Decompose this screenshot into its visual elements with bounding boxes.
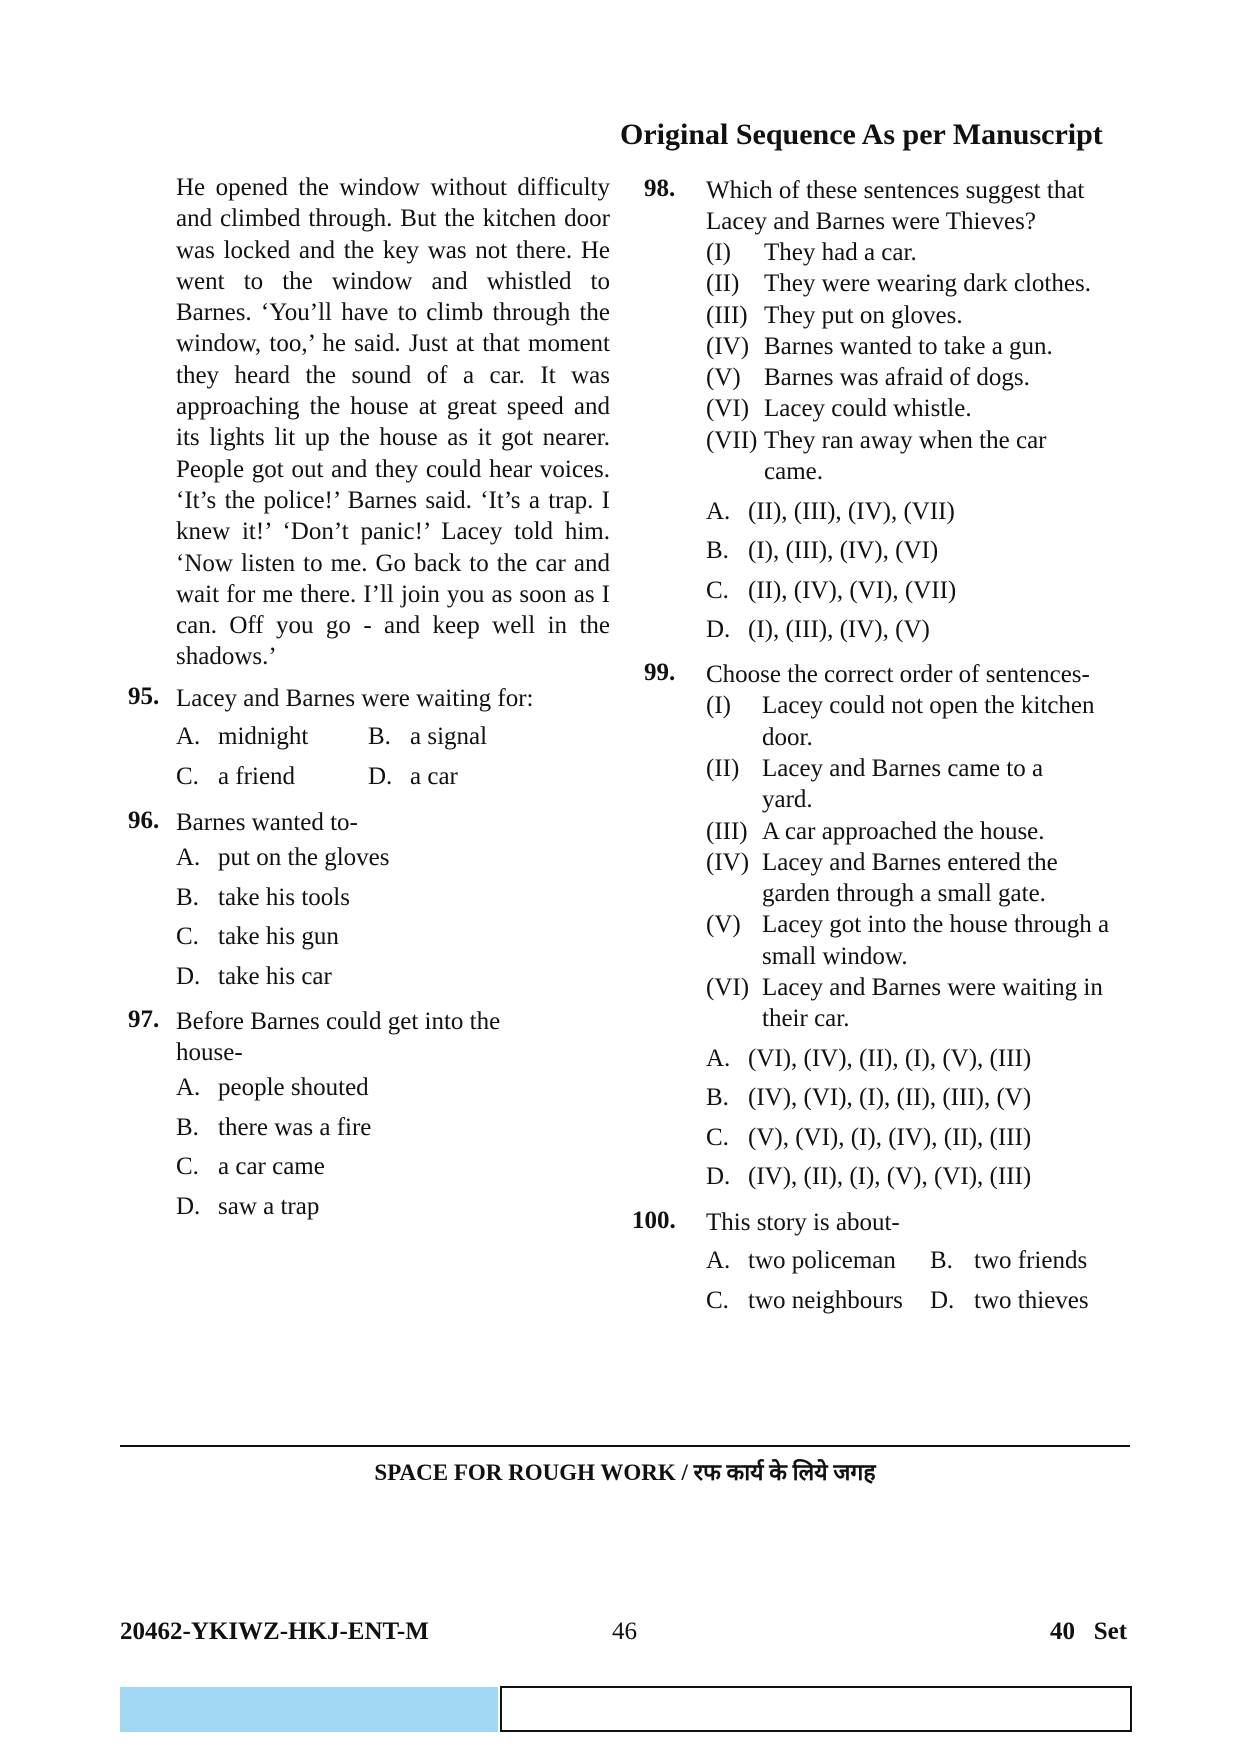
option-b[interactable]: B. a signal [368,723,488,751]
option-d[interactable]: D. (IV), (II), (I), (V), (VI), (III) [706,1163,1032,1191]
option-d[interactable]: D. (I), (III), (IV), (V) [706,616,930,644]
option-b[interactable]: B. (I), (III), (IV), (VI) [706,537,939,565]
rough-work-label: SPACE FOR ROUGH WORK / रफ कार्य के लिये जगह [374,1460,876,1485]
question-100 [632,1206,1140,1321]
set-number: 40 Set [1050,1618,1128,1645]
rough-work-divider [120,1445,1130,1447]
option-a[interactable]: A. people shouted [176,1074,369,1101]
question-number: 99. [644,659,676,687]
options-list [176,1068,610,1226]
statement-item: (I) They had a car. [706,239,917,266]
question-text: Barnes wanted to- [176,808,358,836]
question-text: This story is about- [706,1208,900,1236]
option-a[interactable]: A. put on the gloves [176,844,390,871]
option-a[interactable]: A. (II), (III), (IV), (VII) [706,497,955,525]
passage-text: He opened the window without difficulty and climbed through. But the kitchen door was locked and the key was not there. He went to the window and whistled to Barnes. ‘You’ll have to climb through the window, too,’ he said. Just at that moment they heard the sound of a car. It was approaching the house at great speed and its lights lit up the house as it got nearer. People got out and they could hear voices. ‘It’s the police!’ Barnes said. ‘It’s a trap. I knew it!’ ‘Don’t panic!’ Lacey told him. ‘Now listen to me. Go back to the car and wait for me there. I’ll join you as soon as I can. Off you go - and keep well in the shadows.’ [176,174,610,671]
option-d[interactable]: D. saw a trap [176,1192,320,1220]
statement-item: (II) They were wearing dark clothes. [706,270,1091,298]
option-c[interactable]: C. a friend [176,763,296,791]
question-96 [128,807,610,996]
question-text: Which of these sentences suggest that Lacey and Barnes were Thieves? [706,177,1085,235]
option-c[interactable]: C. (II), (IV), (VI), (VII) [706,576,957,604]
option-d[interactable]: D. two thieves [930,1287,1089,1315]
booklet-code: 20462-YKIWZ-HKJ-ENT-M [120,1618,429,1645]
left-column [128,172,610,1226]
option-a[interactable]: A. (VI), (IV), (II), (I), (V), (III) [706,1044,1032,1072]
question-text: Before Barnes could get into the house- [176,1007,501,1066]
question-text: Choose the correct order of sentences- [706,661,1090,689]
question-number: 100. [632,1206,676,1234]
question-97 [128,1006,610,1226]
option-c[interactable]: C. a car came [176,1153,325,1180]
page-number: 46 [612,1618,637,1645]
section-title: Original Sequence As per Manuscript [620,118,1103,151]
statement-item: (V) Lacey got into the house through a small window. [706,911,1110,970]
options-list [706,1241,1140,1321]
option-d[interactable]: D. take his car [176,962,332,990]
options-list [706,491,1140,649]
options-list [176,717,610,797]
option-c[interactable]: C. two neighbours [706,1287,903,1315]
option-d[interactable]: D. a car [368,763,458,791]
question-number: 97. [128,1005,160,1033]
statement-item: (VII) They ran away when the car came. [706,426,1047,486]
statements-list [706,690,1140,1034]
statement-item: (VI) Lacey could whistle. [706,395,972,423]
statement-item: (II) Lacey and Barnes came to a yard. [706,754,1044,814]
right-column [632,175,1140,1321]
option-c[interactable]: C. (V), (VI), (I), (IV), (II), (III) [706,1123,1032,1151]
options-list [706,1039,1140,1197]
options-list [176,838,610,996]
option-a[interactable]: A. midnight [176,723,309,751]
statement-item: (III) They put on gloves. [706,301,963,329]
statements-list [706,237,1140,487]
option-b[interactable]: B. take his tools [176,883,350,911]
question-number: 96. [128,806,160,834]
option-b[interactable]: B. there was a fire [176,1113,372,1141]
question-98 [644,175,1140,649]
statement-item: (IV) Barnes wanted to take a gun. [706,332,1053,360]
question-95 [128,683,610,797]
statement-item: (V) Barnes was afraid of dogs. [706,364,1030,392]
statement-item: (I) Lacey could not open the kitchen door. [706,692,1095,751]
question-number: 98. [644,175,676,202]
question-text: Lacey and Barnes were waiting for: [176,684,534,712]
option-b[interactable]: B. two friends [930,1247,1088,1275]
footer-color-bar [120,1687,498,1732]
question-number: 95. [128,682,160,710]
question-99 [644,659,1140,1196]
option-c[interactable]: C. take his gun [176,923,339,950]
statement-item: (III) A car approached the house. [706,817,1045,845]
footer-empty-box [500,1686,1132,1732]
option-a[interactable]: A. two policeman [706,1247,896,1275]
option-b[interactable]: B. (IV), (VI), (I), (II), (III), (V) [706,1084,1032,1112]
statement-item: (IV) Lacey and Barnes entered the garden through a small gate. [706,848,1058,908]
statement-item: (VI) Lacey and Barnes were waiting in their car. [706,974,1103,1033]
